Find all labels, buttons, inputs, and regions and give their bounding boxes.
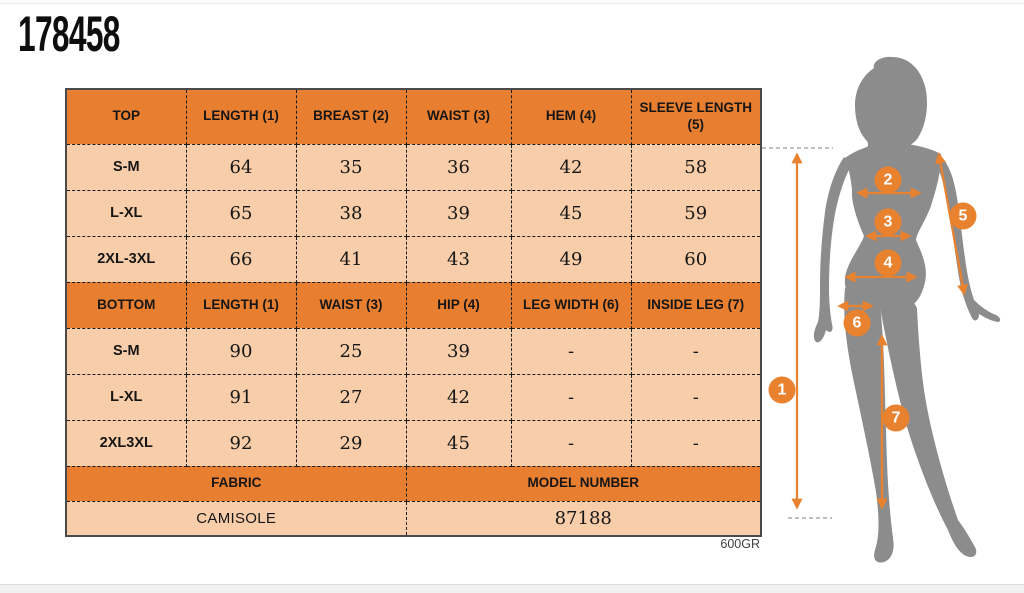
svg-text:4: 4 [883, 254, 893, 272]
page-bottom-edge [0, 584, 1024, 593]
svg-text:2: 2 [883, 171, 893, 189]
measurement-figure [750, 40, 1024, 588]
info-value-row [66, 501, 761, 536]
size-label: S-M [66, 144, 186, 190]
info-header-row [66, 466, 761, 501]
svg-text:6: 6 [852, 314, 862, 332]
col-header: INSIDE LEG (7) [631, 282, 761, 328]
cell-value: - [511, 420, 631, 466]
col-header: SLEEVE LENGTH (5) [631, 89, 761, 144]
cell-value: 64 [186, 144, 296, 190]
page-top-edge [0, 0, 1024, 4]
table-row [66, 374, 761, 420]
table-row [66, 420, 761, 466]
marker-1 [769, 377, 796, 404]
cell-value: 36 [406, 144, 511, 190]
svg-text:7: 7 [891, 409, 901, 427]
cell-value: 65 [186, 190, 296, 236]
size-chart-table [65, 88, 762, 537]
cell-value: 42 [511, 144, 631, 190]
product-code: 178458 [18, 7, 120, 63]
marker-4 [875, 250, 902, 277]
cell-value: 49 [511, 236, 631, 282]
size-label: L-XL [66, 190, 186, 236]
col-header: LEG WIDTH (6) [511, 282, 631, 328]
marker-5 [950, 203, 977, 230]
cell-value: 59 [631, 190, 761, 236]
fabric-header: FABRIC [66, 466, 406, 501]
col-header: BREAST (2) [296, 89, 406, 144]
marker-7 [883, 405, 910, 432]
cell-value: 58 [631, 144, 761, 190]
model-number-header: MODEL NUMBER [406, 466, 761, 501]
marker-6 [844, 310, 871, 337]
table-row [66, 328, 761, 374]
weight-footnote: 600GR [720, 537, 760, 551]
model-number-value: 87188 [406, 501, 761, 536]
silhouette-head [855, 57, 927, 153]
top-header-row [66, 89, 761, 144]
col-header: BOTTOM [66, 282, 186, 328]
cell-value: 39 [406, 328, 511, 374]
cell-value: 60 [631, 236, 761, 282]
cell-value: 43 [406, 236, 511, 282]
col-header: TOP [66, 89, 186, 144]
col-header: LENGTH (1) [186, 89, 296, 144]
col-header: HIP (4) [406, 282, 511, 328]
cell-value: 92 [186, 420, 296, 466]
size-label: 2XL3XL [66, 420, 186, 466]
cell-value: - [631, 328, 761, 374]
cell-value: - [631, 374, 761, 420]
cell-value: - [511, 374, 631, 420]
col-header: WAIST (3) [406, 89, 511, 144]
size-label: L-XL [66, 374, 186, 420]
svg-text:5: 5 [958, 207, 968, 225]
col-header: WAIST (3) [296, 282, 406, 328]
table-row [66, 190, 761, 236]
svg-text:3: 3 [883, 213, 893, 231]
cell-value: - [631, 420, 761, 466]
marker-3 [875, 209, 902, 236]
cell-value: 66 [186, 236, 296, 282]
cell-value: 41 [296, 236, 406, 282]
fabric-value: CAMISOLE [66, 501, 406, 536]
col-header: LENGTH (1) [186, 282, 296, 328]
cell-value: 27 [296, 374, 406, 420]
cell-value: 45 [511, 190, 631, 236]
cell-value: 29 [296, 420, 406, 466]
table-row [66, 144, 761, 190]
cell-value: 90 [186, 328, 296, 374]
silhouette-right-arm [930, 153, 1000, 322]
size-label: S-M [66, 328, 186, 374]
cell-value: 39 [406, 190, 511, 236]
cell-value: 38 [296, 190, 406, 236]
female-silhouette-graphic [814, 57, 1000, 563]
cell-value: 42 [406, 374, 511, 420]
table-row [66, 236, 761, 282]
cell-value: 91 [186, 374, 296, 420]
marker-2 [875, 167, 902, 194]
cell-value: 25 [296, 328, 406, 374]
cell-value: 35 [296, 144, 406, 190]
size-label: 2XL-3XL [66, 236, 186, 282]
svg-text:1: 1 [777, 381, 787, 399]
col-header: HEM (4) [511, 89, 631, 144]
cell-value: - [511, 328, 631, 374]
bottom-header-row [66, 282, 761, 328]
cell-value: 45 [406, 420, 511, 466]
